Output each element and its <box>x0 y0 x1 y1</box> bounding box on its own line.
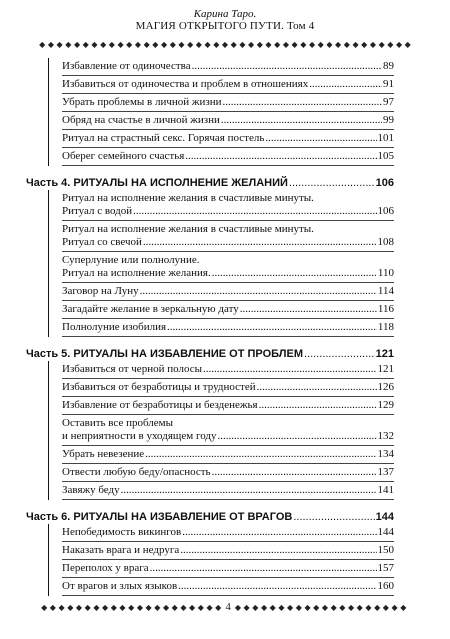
dot-leader <box>309 78 382 91</box>
part-heading <box>26 347 394 361</box>
diamond-ornament-icon: ◆ <box>330 603 340 612</box>
diamond-ornament-icon: ◆ <box>278 603 288 612</box>
toc-part <box>26 347 394 500</box>
diamond-ornament-icon: ◆ <box>295 603 305 612</box>
diamond-ornament-icon: ◆ <box>271 40 281 49</box>
toc-entry-list <box>48 190 394 337</box>
diamond-ornament-icon: ◆ <box>169 603 178 612</box>
toc-entry <box>62 361 394 379</box>
entry-page-number: 121 <box>377 363 394 375</box>
dot-leader <box>140 285 377 298</box>
entry-title: Ритуал на исполнение желания. <box>62 267 211 279</box>
toc-entry <box>62 58 394 76</box>
diamond-ornament-icon: ◆ <box>341 40 350 49</box>
entry-line <box>62 321 394 334</box>
author-name: Карина Таро. <box>193 8 257 20</box>
diamond-ornament-icon: ◆ <box>90 603 100 612</box>
entry-page-number: 132 <box>377 430 394 442</box>
diamond-ornament-icon: ◆ <box>384 40 394 49</box>
toc-entry-list <box>48 58 394 166</box>
entry-page-number: 110 <box>377 267 394 279</box>
entry-title: От врагов и злых языков <box>62 580 178 592</box>
entry-line <box>62 562 394 575</box>
diamond-ornament-icon: ◆ <box>167 40 176 49</box>
entry-title: Ритуал с водой <box>62 205 133 217</box>
dot-leader <box>304 347 375 361</box>
entry-title: Отвести любую беду/опасность <box>62 466 211 478</box>
entry-page-number: 99 <box>383 114 394 126</box>
diamond-ornament-icon: ◆ <box>243 603 253 612</box>
part-page-number: 121 <box>375 348 394 360</box>
diamond-ornament-icon: ◆ <box>71 40 81 49</box>
diamond-ornament-icon: ◆ <box>80 40 89 49</box>
page-number: 4 <box>225 602 231 613</box>
diamond-ornament-icon: ◆ <box>141 40 150 49</box>
diamond-ornament-icon: ◆ <box>321 603 331 612</box>
toc-entry <box>62 446 394 464</box>
entry-page-number: 126 <box>377 381 394 393</box>
toc-entry <box>62 76 394 94</box>
entry-line <box>62 267 394 280</box>
toc-entry <box>62 524 394 542</box>
diamond-ornament-icon: ◆ <box>254 40 263 49</box>
diamond-ornament-icon: ◆ <box>177 603 187 612</box>
entry-line <box>62 484 394 497</box>
diamond-ornament-icon: ◆ <box>219 40 229 49</box>
entry-text-line: Ритуал на исполнение желания в счастливые минуты. <box>62 192 314 204</box>
dot-leader <box>203 363 377 376</box>
entry-title: Избавиться от безработицы и трудностей <box>62 381 256 393</box>
dot-leader <box>240 303 377 316</box>
dot-leader <box>143 236 377 249</box>
toc-part <box>26 176 394 337</box>
diamond-ornament-icon: ◆ <box>88 40 98 49</box>
diamond-ornament-icon: ◆ <box>116 603 126 612</box>
toc-entry <box>62 560 394 578</box>
entry-title: Обряд на счастье в личной жизни <box>62 114 220 126</box>
diamond-ornament-icon: ◆ <box>306 40 316 49</box>
entry-page-number: 157 <box>377 562 394 574</box>
table-of-contents <box>26 58 394 596</box>
entry-line <box>62 466 394 479</box>
diamond-ornament-icon: ◆ <box>132 40 142 49</box>
dot-leader <box>145 448 376 461</box>
dot-leader <box>180 544 376 557</box>
diamond-ornament-icon: ◆ <box>175 40 185 49</box>
diamond-ornament-icon: ◆ <box>280 40 289 49</box>
diamond-ornament-icon: ◆ <box>234 603 244 612</box>
dot-leader <box>257 381 377 394</box>
entry-title: Наказать врага и недруга <box>62 544 180 556</box>
toc-entry <box>62 252 394 283</box>
part-heading <box>26 176 394 190</box>
entry-page-number: 116 <box>377 303 394 315</box>
diamond-ornament-icon: ◆ <box>134 603 143 612</box>
entry-line <box>62 132 394 145</box>
part-title: Часть 6. РИТУАЛЫ НА ИЗБАВЛЕНИЕ ОТ ВРАГОВ <box>26 511 293 523</box>
toc-entry <box>62 542 394 560</box>
diamond-ornament-icon: ◆ <box>151 603 161 612</box>
entry-page-number: 91 <box>383 78 394 90</box>
entry-page-number: 108 <box>377 236 394 248</box>
diamond-ornament-icon: ◆ <box>356 603 366 612</box>
diamond-ornament-icon: ◆ <box>287 603 296 612</box>
diamond-ornament-icon: ◆ <box>39 40 46 49</box>
part-page-number: 144 <box>375 511 394 523</box>
diamond-ornament-icon: ◆ <box>195 603 204 612</box>
entry-page-number: 160 <box>377 580 394 592</box>
entry-line <box>62 399 394 412</box>
entry-line <box>62 363 394 376</box>
toc-entry <box>62 283 394 301</box>
diamond-ornament-icon: ◆ <box>260 603 270 612</box>
diamond-ornament-icon: ◆ <box>160 603 170 612</box>
diamond-ornament-icon: ◆ <box>382 603 392 612</box>
entry-line <box>62 60 394 73</box>
part-title: Часть 5. РИТУАЛЫ НА ИЗБАВЛЕНИЕ ОТ ПРОБЛЕМ <box>26 348 303 360</box>
diamond-ornament-icon: ◆ <box>125 603 135 612</box>
dot-leader <box>259 399 377 412</box>
diamond-ornament-icon: ◆ <box>367 40 377 49</box>
entry-page-number: 150 <box>377 544 394 556</box>
entry-title: Ритуал на страстный секс. Горячая постель <box>62 132 265 144</box>
diamond-ornament-icon: ◆ <box>114 40 124 49</box>
diamond-ornament-icon: ◆ <box>304 603 314 612</box>
entry-page-number: 134 <box>377 448 394 460</box>
entry-page-number: 101 <box>377 132 394 144</box>
entry-line <box>62 526 394 539</box>
diamond-ornament-icon: ◆ <box>45 40 55 49</box>
entry-title: Убрать невезение <box>62 448 145 460</box>
entry-line <box>62 78 394 91</box>
toc-entry <box>62 301 394 319</box>
diamond-ornament-icon: ◆ <box>313 603 322 612</box>
diamond-ornament-icon: ◆ <box>393 40 403 49</box>
diamond-ornament-icon: ◆ <box>289 40 298 49</box>
diamond-ornament-icon: ◆ <box>347 603 357 612</box>
diamond-ornament-icon: ◆ <box>236 40 246 49</box>
diamond-ornament-icon: ◆ <box>82 603 91 612</box>
dot-leader <box>133 205 376 218</box>
entry-title: Загадайте желание в зеркальную дату <box>62 303 239 315</box>
entry-title: Завяжу беду <box>62 484 120 496</box>
diamond-ornament-icon: ◆ <box>210 40 220 49</box>
entry-title: и неприятности в уходящем году <box>62 430 217 442</box>
entry-line <box>62 448 394 461</box>
diamond-ornament-icon: ◆ <box>374 603 383 612</box>
toc-entry <box>62 190 394 221</box>
dot-leader <box>217 430 376 443</box>
entry-page-number: 114 <box>377 285 394 297</box>
diamond-ornament-icon: ◆ <box>62 40 72 49</box>
ornament-divider-top <box>0 40 450 50</box>
toc-part <box>26 58 394 166</box>
running-header <box>0 8 450 32</box>
entry-page-number: 137 <box>377 466 394 478</box>
diamond-ornament-icon: ◆ <box>99 603 109 612</box>
toc-entry-list <box>48 524 394 596</box>
diamond-ornament-icon: ◆ <box>349 40 359 49</box>
entry-line <box>62 285 394 298</box>
dot-leader <box>265 132 376 145</box>
entry-line <box>62 96 394 109</box>
ornament-divider-bottom <box>0 602 450 613</box>
entry-title: Избавление от безработицы и безденежья <box>62 399 258 411</box>
part-heading <box>26 510 394 524</box>
entry-page-number: 141 <box>377 484 394 496</box>
diamond-ornament-icon: ◆ <box>55 603 65 612</box>
diamond-ornament-icon: ◆ <box>97 40 107 49</box>
dot-leader <box>178 580 376 593</box>
toc-entry <box>62 130 394 148</box>
toc-entry <box>62 221 394 252</box>
entry-title: Убрать проблемы в личной жизни <box>62 96 222 108</box>
dot-leader <box>192 60 382 73</box>
diamond-ornament-icon: ◆ <box>358 40 368 49</box>
toc-entry <box>62 397 394 415</box>
toc-part <box>26 510 394 596</box>
diamond-ornament-icon: ◆ <box>54 40 63 49</box>
diamond-ornament-icon: ◆ <box>108 603 117 612</box>
entry-title: Оберег семейного счастья <box>62 150 185 162</box>
diamond-ornament-icon: ◆ <box>400 603 409 612</box>
diamond-ornament-icon: ◆ <box>201 40 211 49</box>
toc-entry-list <box>48 361 394 500</box>
diamond-ornament-icon: ◆ <box>47 603 56 612</box>
dot-leader <box>185 150 376 163</box>
dot-leader <box>212 267 377 280</box>
entry-page-number: 129 <box>377 399 394 411</box>
diamond-ornament-icon: ◆ <box>203 603 213 612</box>
toc-entry <box>62 94 394 112</box>
entry-title: Избавиться от черной полосы <box>62 363 202 375</box>
entry-line <box>62 150 394 163</box>
dot-leader <box>182 526 376 539</box>
diamond-ornament-icon: ◆ <box>269 603 279 612</box>
diamond-ornament-icon: ◆ <box>184 40 194 49</box>
entry-title: Избавление от одиночества <box>62 60 191 72</box>
dot-leader <box>223 96 382 109</box>
toc-entry <box>62 464 394 482</box>
entry-page-number: 118 <box>377 321 394 333</box>
diamond-ornament-icon: ◆ <box>262 40 272 49</box>
diamond-ornament-icon: ◆ <box>365 603 375 612</box>
entry-page-number: 105 <box>377 150 394 162</box>
part-page-number: 106 <box>375 177 394 189</box>
entry-line <box>62 580 394 593</box>
diamond-ornament-icon: ◆ <box>339 603 348 612</box>
entry-title: Заговор на Луну <box>62 285 139 297</box>
entry-page-number: 106 <box>377 205 394 217</box>
entry-title: Полнолуние изобилия <box>62 321 167 333</box>
diamond-ornament-icon: ◆ <box>332 40 342 49</box>
diamond-ornament-icon: ◆ <box>123 40 133 49</box>
entry-title: Избавиться от одиночества и проблем в отношениях <box>62 78 309 90</box>
diamond-ornament-icon: ◆ <box>252 603 261 612</box>
diamond-ornament-icon: ◆ <box>245 40 255 49</box>
entry-text-line: Оставить все проблемы <box>62 417 174 429</box>
toc-entry <box>62 578 394 596</box>
toc-entry <box>62 415 394 446</box>
diamond-ornament-icon: ◆ <box>64 603 74 612</box>
entry-title: Непобедимость викингов <box>62 526 182 538</box>
diamond-ornament-icon: ◆ <box>297 40 307 49</box>
diamond-ornament-icon: ◆ <box>73 603 83 612</box>
entry-page-number: 144 <box>377 526 394 538</box>
dot-leader <box>289 176 375 190</box>
diamond-ornament-icon: ◆ <box>193 40 202 49</box>
entry-line <box>62 236 394 249</box>
toc-entry <box>62 319 394 337</box>
entry-line <box>62 114 394 127</box>
diamond-ornament-icon: ◆ <box>41 603 48 612</box>
book-title: МАГИЯ ОТКРЫТОГО ПУТИ. Том 4 <box>135 20 315 32</box>
entry-title: Переполох у врага <box>62 562 149 574</box>
diamond-ornament-icon: ◆ <box>376 40 385 49</box>
dot-leader <box>221 114 382 127</box>
toc-entry <box>62 148 394 166</box>
entry-page-number: 89 <box>383 60 394 72</box>
entry-text-line: Суперлуние или полнолуние. <box>62 254 200 266</box>
diamond-ornament-icon: ◆ <box>158 40 168 49</box>
toc-entry <box>62 112 394 130</box>
entry-line <box>62 303 394 316</box>
diamond-ornament-icon: ◆ <box>149 40 159 49</box>
entry-page-number: 97 <box>383 96 394 108</box>
entry-line <box>62 381 394 394</box>
entry-line <box>62 430 394 443</box>
part-title: Часть 4. РИТУАЛЫ НА ИСПОЛНЕНИЕ ЖЕЛАНИЙ <box>26 177 288 189</box>
diamond-ornament-icon: ◆ <box>391 603 401 612</box>
entry-title: Ритуал со свечой <box>62 236 142 248</box>
dot-leader <box>121 484 377 497</box>
entry-line <box>62 205 394 218</box>
diamond-ornament-icon: ◆ <box>106 40 115 49</box>
diamond-ornament-icon: ◆ <box>186 603 196 612</box>
diamond-ornament-icon: ◆ <box>228 40 237 49</box>
toc-entry <box>62 482 394 500</box>
toc-entry <box>62 379 394 397</box>
diamond-ornament-icon: ◆ <box>143 603 152 612</box>
dot-leader <box>212 466 377 479</box>
diamond-ornament-icon: ◆ <box>315 40 324 49</box>
entry-line <box>62 544 394 557</box>
entry-text-line: Ритуал на исполнение желания в счастливые минуты. <box>62 223 314 235</box>
dot-leader <box>293 510 374 524</box>
dot-leader <box>167 321 377 334</box>
dot-leader <box>150 562 377 575</box>
diamond-ornament-icon: ◆ <box>323 40 333 49</box>
diamond-ornament-icon: ◆ <box>402 40 411 49</box>
diamond-ornament-icon: ◆ <box>212 603 222 612</box>
